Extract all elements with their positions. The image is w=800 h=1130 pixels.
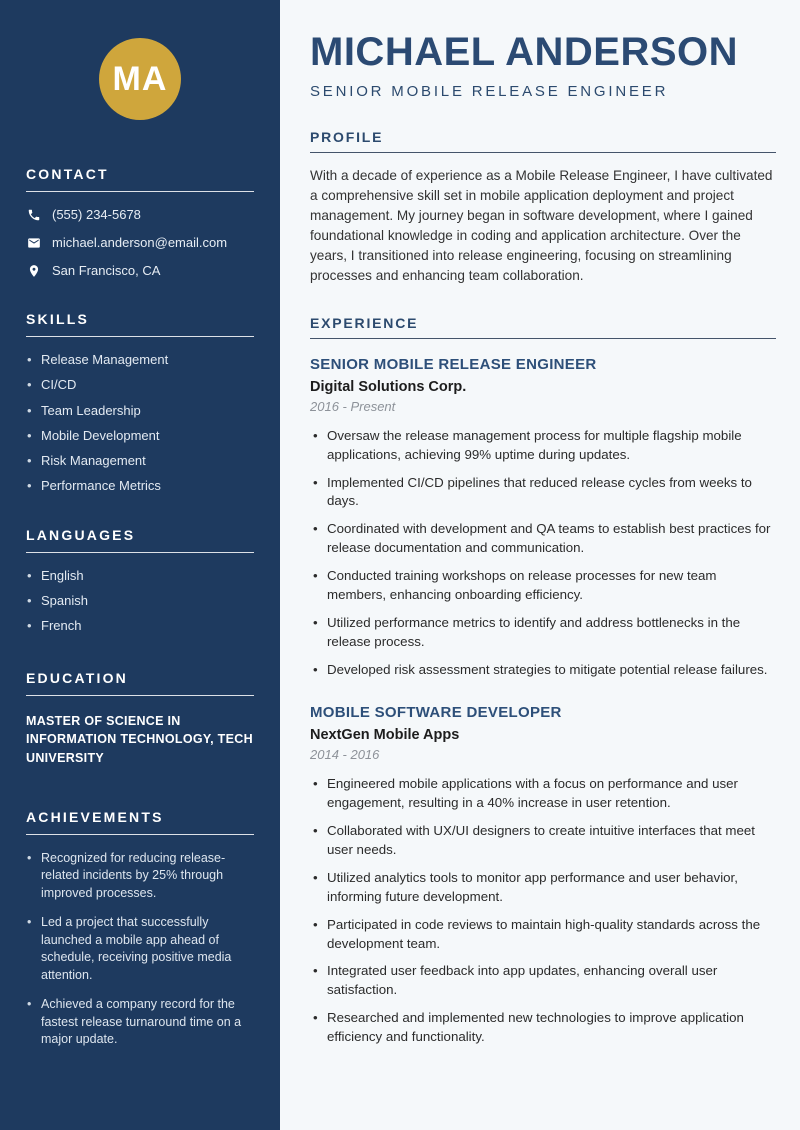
job-title: MOBILE SOFTWARE DEVELOPER bbox=[310, 704, 562, 722]
job-title: SENIOR MOBILE RELEASE ENGINEER bbox=[310, 355, 597, 373]
experience-heading: EXPERIENCE bbox=[310, 315, 776, 339]
skill-item: • CI/CD bbox=[26, 377, 254, 393]
job-bullet: • Implemented CI/CD pipelines that reduced release cycles from weeks to days. bbox=[310, 474, 776, 512]
contact-location-row bbox=[26, 263, 254, 278]
skill-item: • Risk Management bbox=[26, 453, 254, 469]
job-company: Digital Solutions Corp. bbox=[310, 378, 467, 395]
achievement-item: • Achieved a company record for the fastest release turnaround time on a major update. bbox=[26, 996, 254, 1049]
skills-heading: SKILLS bbox=[26, 311, 254, 337]
achievements-heading: ACHIEVEMENTS bbox=[26, 809, 254, 835]
languages-list bbox=[26, 568, 254, 635]
job-entry bbox=[310, 704, 776, 1047]
location-icon bbox=[26, 263, 41, 278]
job-bullet: • Utilized analytics tools to monitor app performance and user behavior, informing future development. bbox=[310, 869, 776, 907]
skill-item: • Release Management bbox=[26, 352, 254, 368]
language-item: • French bbox=[26, 618, 254, 634]
job-bullet: • Coordinated with development and QA teams to establish best practices for release documentation and communication. bbox=[310, 520, 776, 558]
contact-phone-row bbox=[26, 207, 254, 222]
job-bullet: • Engineered mobile applications with a focus on performance and user engagement, resulting in a 40% increase in user retention. bbox=[310, 775, 776, 813]
languages-section bbox=[26, 527, 254, 635]
achievement-item: • Led a project that successfully launched a mobile app ahead of schedule, receiving positive media attention. bbox=[26, 914, 254, 985]
job-entry bbox=[310, 356, 776, 680]
skill-item: • Performance Metrics bbox=[26, 478, 254, 494]
education-heading: EDUCATION bbox=[26, 670, 254, 696]
language-item: • Spanish bbox=[26, 593, 254, 609]
contact-heading: CONTACT bbox=[26, 166, 254, 192]
profile-text: With a decade of experience as a Mobile Release Engineer, I have cultivated a comprehensive skill set in mobile application deployment and project management. My journey began in software development, where I gained foundational knowledge in coding and application architecture. Over the years, I transitioned into release engineering, focusing on streamlining processes and enhancing team collaboration. bbox=[310, 168, 773, 283]
main-column bbox=[280, 0, 800, 1130]
job-bullet: • Oversaw the release management process for multiple flagship mobile applications, achieving 99% uptime during updates. bbox=[310, 427, 776, 465]
job-bullet: • Collaborated with UX/UI designers to create intuitive interfaces that meet user needs. bbox=[310, 822, 776, 860]
job-dates: 2014 - 2016 bbox=[310, 747, 380, 763]
education-section bbox=[26, 670, 254, 766]
contact-list bbox=[26, 207, 254, 278]
email-icon bbox=[26, 235, 41, 250]
education-degree: MASTER OF SCIENCE IN INFORMATION TECHNOLOGY, TECH UNIVERSITY bbox=[26, 714, 253, 765]
job-bullet: • Developed risk assessment strategies to mitigate potential release failures. bbox=[310, 661, 776, 680]
job-bullet: • Utilized performance metrics to identify and address bottlenecks in the release process. bbox=[310, 614, 776, 652]
avatar bbox=[99, 38, 181, 120]
job-company: NextGen Mobile Apps bbox=[310, 727, 460, 744]
skill-item: • Team Leadership bbox=[26, 403, 254, 419]
experience-section bbox=[310, 315, 776, 1047]
profile-section bbox=[310, 129, 776, 286]
avatar-initials: MA bbox=[112, 59, 168, 98]
person-headline: SENIOR MOBILE RELEASE ENGINEER bbox=[310, 83, 669, 100]
achievements-section bbox=[26, 809, 254, 1050]
languages-heading: LANGUAGES bbox=[26, 527, 254, 553]
job-bullets bbox=[310, 775, 776, 1047]
skills-section bbox=[26, 311, 254, 495]
job-bullets bbox=[310, 427, 776, 680]
contact-location-text: San Francisco, CA bbox=[52, 263, 161, 278]
achievement-item: • Recognized for reducing release-related incidents by 25% through improved processes. bbox=[26, 850, 254, 903]
job-bullet: • Participated in code reviews to maintain high-quality standards across the development team. bbox=[310, 916, 776, 954]
skills-list bbox=[26, 352, 254, 495]
contact-section bbox=[26, 166, 254, 278]
job-bullet: • Integrated user feedback into app updates, enhancing overall user satisfaction. bbox=[310, 962, 776, 1000]
contact-phone-text: (555) 234-5678 bbox=[52, 207, 141, 222]
phone-icon bbox=[26, 207, 41, 222]
sidebar bbox=[0, 0, 280, 1130]
person-name: MICHAEL ANDERSON bbox=[310, 30, 739, 74]
achievements-list bbox=[26, 850, 254, 1050]
job-bullet: • Conducted training workshops on release processes for new team members, enhancing onboarding efficiency. bbox=[310, 567, 776, 605]
contact-email-row bbox=[26, 235, 254, 250]
job-bullet: • Researched and implemented new technologies to improve application efficiency and functionality. bbox=[310, 1009, 776, 1047]
profile-heading: PROFILE bbox=[310, 129, 776, 153]
skill-item: • Mobile Development bbox=[26, 428, 254, 444]
job-dates: 2016 - Present bbox=[310, 398, 396, 414]
jobs-list bbox=[310, 356, 776, 1047]
language-item: • English bbox=[26, 568, 254, 584]
contact-email-text: michael.anderson@email.com bbox=[52, 235, 228, 250]
